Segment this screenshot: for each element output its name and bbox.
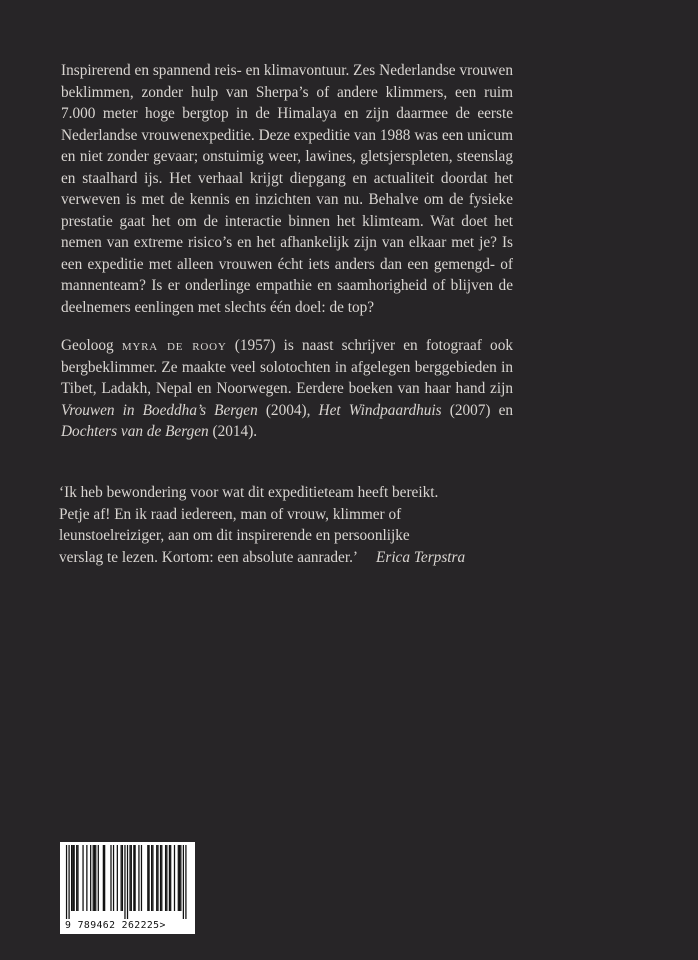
barcode-bar <box>147 845 148 911</box>
barcode-bar <box>179 845 180 911</box>
quote-line: ‘Ik heb bewondering voor wat dit expeditieteam heeft bereikt. <box>59 484 439 501</box>
book-year-1: (2004), <box>265 401 311 419</box>
quote-line: verslag te lezen. Kortom: een absolute aanrader.’ <box>59 548 359 566</box>
barcode-bar <box>133 845 134 911</box>
barcode-bar <box>104 845 105 911</box>
barcode-bar <box>71 845 72 911</box>
barcode-bar <box>94 845 95 911</box>
book-year-2: (2007) en <box>449 401 514 419</box>
barcode-bar <box>178 845 179 911</box>
barcode-bar <box>129 845 130 911</box>
barcode-bar <box>160 845 161 911</box>
quote-line: leunstoelreiziger, aan om dit inspirerende en persoonlijke <box>59 527 410 544</box>
bio-intro: Geoloog <box>61 337 114 354</box>
barcode-bar <box>122 845 123 911</box>
barcode-bar <box>141 845 142 911</box>
barcode-bar <box>170 845 171 911</box>
barcode-bar <box>74 845 75 911</box>
author-name: myra de rooy <box>121 337 227 354</box>
barcode-bar <box>117 845 118 911</box>
barcode-bar <box>103 845 104 911</box>
barcode-bar <box>138 845 139 911</box>
barcode-bar <box>110 845 111 911</box>
barcode-bar <box>134 845 135 911</box>
barcode-bar <box>151 845 152 911</box>
barcode-bar <box>95 845 96 911</box>
book-blurb: Inspirerend en spannend reis- en klimavontuur. Zes Nederlandse vrouwen beklimmen, zonder hulp van Sherpa’s of andere klimmers, een ruim 7.000 meter hoge bergtop in de Himalaya en zijn daarmee de eerste Nederlandse vrouwenexpeditie. Deze expeditie van 1988 was een unicum en niet zonder gevaar; onstuimig weer, lawines, gletsjerspleten, steenslag en staalhard ijs. Het verhaal krijgt diepgang en actualiteit doordat het verweven is met de kennis en inzichten van nu. Behalve om de fysieke prestatie gaat het om de interactie binnen het klimteam. Wat doet het nemen van extreme risico’s en het afhankelijk zijn van elkaar met je? Is een expeditie met alleen vrouwen écht iets anders dan een gemengd- of mannenteam? Is er onderlinge empathie en saamhorigheid of blijven de deelnemers eenlingen met slechts één doel: de top? <box>61 62 513 316</box>
barcode-bar <box>127 845 128 919</box>
barcode-bar <box>185 845 186 919</box>
quote-author: Erica Terpstra <box>376 548 466 566</box>
book-title-1: Vrouwen in Boeddha’s Bergen <box>61 401 258 419</box>
barcode-bar <box>148 845 149 911</box>
barcode-bar <box>169 845 170 911</box>
barcode-bar <box>86 845 87 911</box>
barcode-bar <box>161 845 162 911</box>
barcode-bar <box>98 845 99 911</box>
barcode-bar <box>183 845 184 919</box>
barcode-bar <box>93 845 94 911</box>
barcode-bars <box>64 845 191 919</box>
barcode-bar <box>152 845 153 911</box>
barcode-bar <box>77 845 78 911</box>
isbn-number <box>65 920 192 931</box>
isbn-barcode <box>60 842 195 934</box>
isbn-trailing-mark: > <box>159 920 166 931</box>
barcode-bar <box>121 845 122 911</box>
barcode-bar <box>66 845 67 919</box>
book-year-3: (2014). <box>212 423 258 440</box>
barcode-bar <box>131 845 132 911</box>
book-title-2: Het Windpaardhuis <box>318 401 442 419</box>
quote-last-line <box>59 547 489 569</box>
barcode-bar <box>174 845 175 911</box>
barcode-bar <box>90 845 91 911</box>
book-title-3: Dochters van de Bergen <box>61 423 209 440</box>
bio-text: (1957) is naast schrijver en fotograaf ook bergbeklimmer. Ze maakte veel solotochten in afgelegen berggebieden in Tibet, Ladakh, Nepal en Noorwegen. Eerdere boeken van haar hand zijn <box>61 337 513 397</box>
barcode-bar <box>180 845 181 911</box>
author-bio <box>61 335 513 443</box>
review-quote <box>59 482 489 568</box>
barcode-bar <box>157 845 158 911</box>
isbn-digits: 9 789462 262225 <box>65 920 160 931</box>
barcode-bar <box>113 845 114 911</box>
barcode-bar <box>156 845 157 911</box>
barcode-bar <box>165 845 166 911</box>
quote-line: Petje af! En ik raad iedereen, man of vrouw, klimmer of <box>59 505 402 523</box>
barcode-bar <box>82 845 83 911</box>
barcode-bar <box>68 845 69 919</box>
barcode-bar <box>124 845 125 919</box>
barcode-bar <box>72 845 73 911</box>
barcode-bar <box>76 845 77 911</box>
barcode-bar <box>166 845 167 911</box>
